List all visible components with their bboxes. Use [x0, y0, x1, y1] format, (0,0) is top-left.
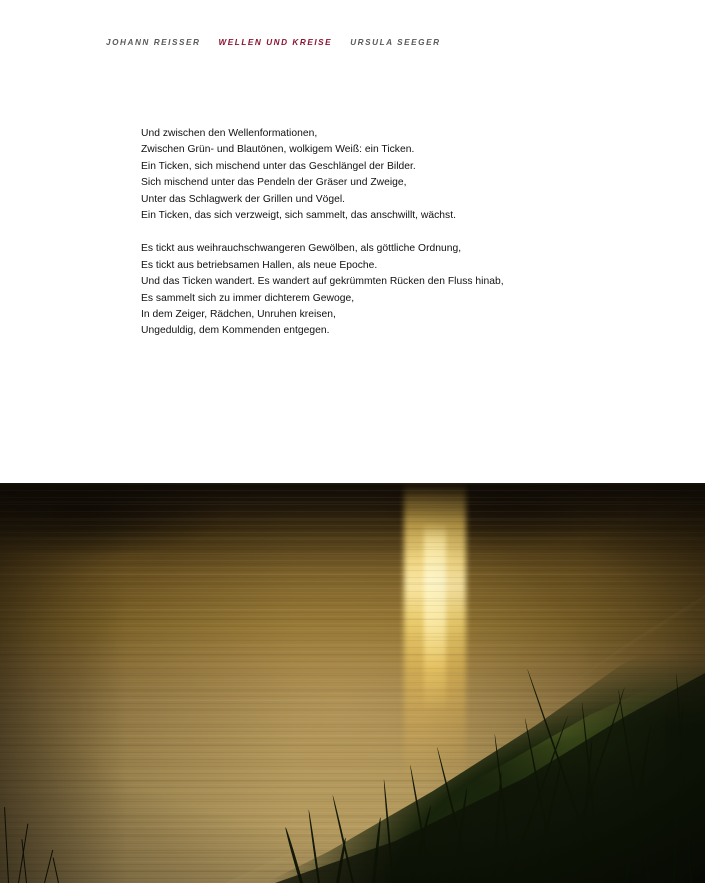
poem-line: Und das Ticken wandert. Es wandert auf gekrümmten Rücken den Fluss hinab,: [141, 276, 504, 288]
photograph-river-sunset: [0, 483, 705, 883]
running-head-author-right: URSULA SEEGER: [350, 38, 441, 47]
poem-line: Ungeduldig, dem Kommenden entgegen.: [141, 325, 330, 337]
poem-line: Es tickt aus weihrauchschwangeren Gewölben, als göttliche Ordnung,: [141, 243, 462, 255]
poem-line: Es sammelt sich zu immer dichterem Gewoge,: [141, 292, 355, 304]
poem-line: Zwischen Grün- und Blautönen, wolkigem Weiß: ein Ticken.: [141, 144, 415, 156]
poem-line: Unter das Schlagwerk der Grillen und Vögel.: [141, 193, 346, 205]
poem-line: Es tickt aus betriebsamen Hallen, als neue Epoche.: [141, 259, 378, 271]
poem-stanza: [141, 241, 601, 339]
poem-line: Und zwischen den Wellenformationen,: [141, 128, 318, 139]
running-head-author-left: JOHANN REISSER: [106, 38, 201, 47]
poem-line: In dem Zeiger, Rädchen, Unruhen kreisen,: [141, 309, 336, 321]
poem-body: [141, 126, 601, 340]
poem-stanza: [141, 126, 601, 224]
running-head-title: WELLEN UND KREISE: [218, 38, 333, 47]
poem-line: Ein Ticken, sich mischend unter das Geschlängel der Bilder.: [141, 160, 416, 172]
poem-line: Sich mischend unter das Pendeln der Gräser und Zweige,: [141, 177, 407, 189]
poem-line: Ein Ticken, das sich verzweigt, sich sammelt, das anschwillt, wächst.: [141, 210, 456, 222]
photo-vignette: [0, 483, 705, 883]
running-head: [106, 39, 441, 47]
